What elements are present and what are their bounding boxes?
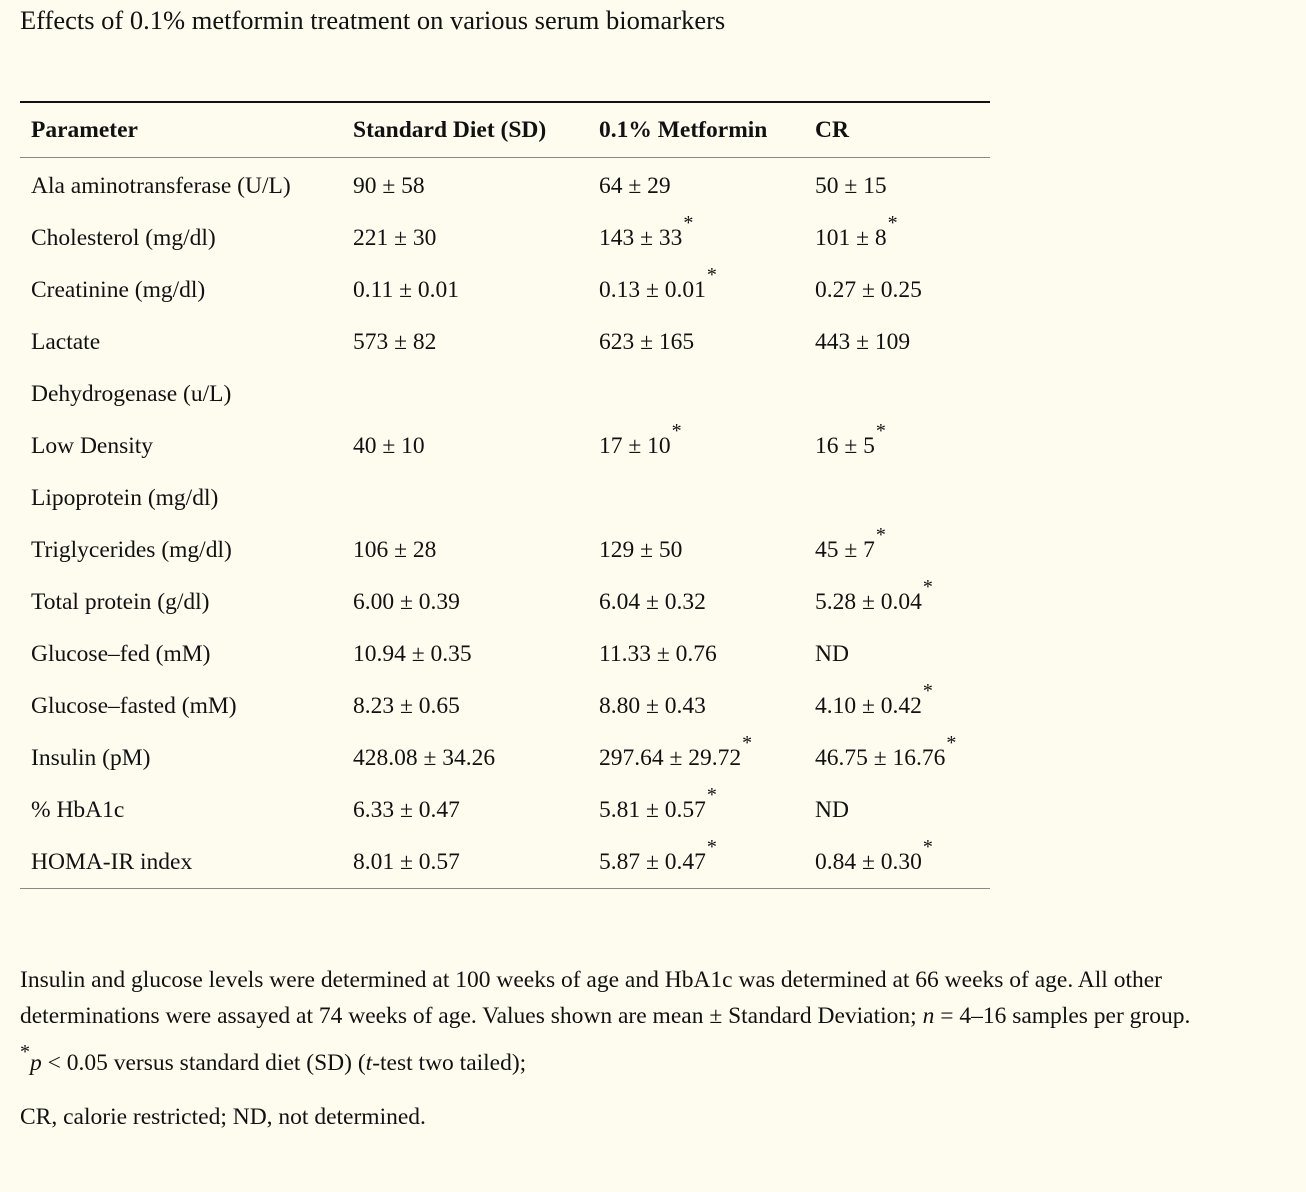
header-standard-diet: Standard Diet (SD) bbox=[353, 116, 547, 143]
significance-marker: * bbox=[742, 731, 753, 754]
cell-parameter bbox=[20, 368, 342, 420]
table-row bbox=[20, 576, 990, 628]
cell-metformin-value: 143 ± 33 bbox=[599, 224, 683, 251]
cell-metformin bbox=[588, 264, 804, 316]
cell-metformin-value: 5.81 ± 0.57 bbox=[599, 796, 706, 823]
cell-standard-diet-value: 8.23 ± 0.65 bbox=[353, 692, 460, 719]
cell-metformin-value: 64 ± 29 bbox=[599, 172, 671, 199]
footnote-ages: Insulin and glucose levels were determined at 100 weeks of age and HbA1c was determined at 66 weeks of age. All other determinations were assayed at 74 weeks of age. Values shown are mean ± Standard Deviation; n = 4–16 samples per group. bbox=[20, 967, 1191, 1029]
cell-parameter-value: Total protein (g/dl) bbox=[31, 588, 210, 615]
significance-marker: * bbox=[706, 783, 717, 806]
table-row bbox=[20, 784, 990, 836]
cell-standard-diet-value: 106 ± 28 bbox=[353, 536, 437, 563]
cell-cr-value: 5.28 ± 0.04 bbox=[815, 588, 922, 615]
cell-metformin bbox=[588, 420, 804, 472]
cell-standard-diet bbox=[342, 784, 588, 836]
cell-cr bbox=[804, 264, 990, 316]
cell-metformin bbox=[588, 628, 804, 680]
cell-standard-diet-value: 428.08 ± 34.26 bbox=[353, 744, 496, 771]
cell-standard-diet bbox=[342, 732, 588, 784]
cell-parameter-value: Triglycerides (mg/dl) bbox=[31, 536, 232, 563]
cell-metformin-value: 297.64 ± 29.72 bbox=[599, 744, 742, 771]
significance-marker: * bbox=[922, 679, 933, 702]
cell-cr-value: 46.75 ± 16.76 bbox=[815, 744, 946, 771]
cell-parameter bbox=[20, 576, 342, 628]
table-row bbox=[20, 420, 990, 472]
cell-parameter-value: % HbA1c bbox=[31, 796, 125, 823]
significance-marker: * bbox=[706, 835, 717, 858]
cell-cr bbox=[804, 158, 990, 213]
cell-cr-value: 4.10 ± 0.42 bbox=[815, 692, 922, 719]
table-row bbox=[20, 680, 990, 732]
cell-metformin-value: 129 ± 50 bbox=[599, 536, 683, 563]
biomarker-table-container bbox=[20, 101, 990, 889]
cell-parameter-value: Glucose–fed (mM) bbox=[31, 640, 211, 667]
significance-marker: * bbox=[946, 731, 957, 754]
significance-marker: * bbox=[683, 211, 694, 234]
cell-cr bbox=[804, 836, 990, 889]
cell-parameter bbox=[20, 212, 342, 264]
cell-standard-diet-value: 221 ± 30 bbox=[353, 224, 437, 251]
cell-cr bbox=[804, 524, 990, 576]
cell-metformin-value: 17 ± 10 bbox=[599, 432, 671, 459]
cell-standard-diet bbox=[342, 264, 588, 316]
cell-cr-value: ND bbox=[815, 796, 849, 823]
cell-metformin bbox=[588, 212, 804, 264]
cell-cr-value: ND bbox=[815, 640, 849, 667]
cell-cr-value: 16 ± 5 bbox=[815, 432, 875, 459]
cell-cr-value: 443 ± 109 bbox=[815, 328, 911, 355]
cell-standard-diet bbox=[342, 628, 588, 680]
cell-cr bbox=[804, 732, 990, 784]
significance-marker: * bbox=[875, 523, 886, 546]
cell-metformin bbox=[588, 836, 804, 889]
cell-standard-diet bbox=[342, 524, 588, 576]
cell-parameter bbox=[20, 316, 342, 368]
cell-parameter-value: Cholesterol (mg/dl) bbox=[31, 224, 216, 251]
significance-marker: * bbox=[887, 211, 898, 234]
cell-standard-diet-value: 6.33 ± 0.47 bbox=[353, 796, 460, 823]
table-row bbox=[20, 316, 990, 368]
header-metformin: 0.1% Metformin bbox=[599, 116, 768, 143]
cell-cr-value: 50 ± 15 bbox=[815, 172, 887, 199]
cell-parameter bbox=[20, 420, 342, 472]
significance-marker: * bbox=[706, 263, 717, 286]
cell-parameter-value: Insulin (pM) bbox=[31, 744, 151, 771]
cell-metformin bbox=[588, 732, 804, 784]
cell-parameter bbox=[20, 158, 342, 213]
cell-parameter bbox=[20, 680, 342, 732]
cell-standard-diet-value: 8.01 ± 0.57 bbox=[353, 848, 460, 875]
table-row bbox=[20, 212, 990, 264]
table-row bbox=[20, 732, 990, 784]
table-header-row bbox=[20, 102, 990, 158]
cell-cr bbox=[804, 212, 990, 264]
header-cr: CR bbox=[815, 116, 849, 143]
cell-standard-diet-value: 40 ± 10 bbox=[353, 432, 425, 459]
cell-metformin bbox=[588, 368, 804, 420]
cell-cr-value: 0.84 ± 0.30 bbox=[815, 848, 922, 875]
cell-cr bbox=[804, 472, 990, 524]
cell-metformin bbox=[588, 472, 804, 524]
cell-cr bbox=[804, 784, 990, 836]
cell-parameter bbox=[20, 784, 342, 836]
footnote-abbreviations: CR, calorie restricted; ND, not determined. bbox=[20, 1104, 426, 1130]
table-row bbox=[20, 836, 990, 889]
significance-marker: * bbox=[922, 835, 933, 858]
cell-standard-diet bbox=[342, 472, 588, 524]
cell-standard-diet-value: 10.94 ± 0.35 bbox=[353, 640, 472, 667]
cell-parameter-value: HOMA-IR index bbox=[31, 848, 193, 875]
significance-marker: * bbox=[875, 419, 886, 442]
significance-star: * bbox=[20, 1041, 30, 1063]
cell-parameter-value: Lipoprotein (mg/dl) bbox=[31, 484, 219, 511]
biomarker-table bbox=[20, 101, 990, 889]
cell-standard-diet-value: 0.11 ± 0.01 bbox=[353, 276, 460, 303]
cell-metformin bbox=[588, 576, 804, 628]
cell-metformin-value: 6.04 ± 0.32 bbox=[599, 588, 706, 615]
cell-metformin-value: 11.33 ± 0.76 bbox=[599, 640, 717, 667]
cell-parameter bbox=[20, 732, 342, 784]
cell-standard-diet bbox=[342, 420, 588, 472]
table-body bbox=[20, 158, 990, 889]
header-parameter: Parameter bbox=[31, 116, 138, 143]
cell-parameter bbox=[20, 472, 342, 524]
table-row bbox=[20, 264, 990, 316]
table-title: Effects of 0.1% metformin treatment on various serum biomarkers bbox=[20, 5, 726, 35]
table-row bbox=[20, 524, 990, 576]
cell-standard-diet bbox=[342, 212, 588, 264]
cell-cr bbox=[804, 576, 990, 628]
cell-metformin-value: 623 ± 165 bbox=[599, 328, 695, 355]
cell-cr bbox=[804, 316, 990, 368]
significance-marker: * bbox=[671, 419, 682, 442]
table-row bbox=[20, 472, 990, 524]
cell-cr bbox=[804, 368, 990, 420]
table-row bbox=[20, 368, 990, 420]
cell-standard-diet bbox=[342, 836, 588, 889]
cell-metformin-value: 0.13 ± 0.01 bbox=[599, 276, 706, 303]
cell-metformin bbox=[588, 316, 804, 368]
table-row bbox=[20, 158, 990, 213]
cell-parameter-value: Low Density bbox=[31, 432, 154, 459]
cell-standard-diet bbox=[342, 368, 588, 420]
cell-cr bbox=[804, 628, 990, 680]
cell-standard-diet bbox=[342, 576, 588, 628]
cell-standard-diet-value: 6.00 ± 0.39 bbox=[353, 588, 460, 615]
cell-standard-diet-value: 573 ± 82 bbox=[353, 328, 437, 355]
cell-metformin-value: 8.80 ± 0.43 bbox=[599, 692, 706, 719]
cell-standard-diet-value: 90 ± 58 bbox=[353, 172, 425, 199]
cell-metformin bbox=[588, 680, 804, 732]
cell-metformin bbox=[588, 524, 804, 576]
table-row bbox=[20, 628, 990, 680]
cell-cr bbox=[804, 680, 990, 732]
cell-metformin bbox=[588, 158, 804, 213]
cell-metformin bbox=[588, 784, 804, 836]
cell-parameter bbox=[20, 524, 342, 576]
cell-parameter-value: Glucose–fasted (mM) bbox=[31, 692, 237, 719]
cell-parameter-value: Dehydrogenase (u/L) bbox=[31, 380, 232, 407]
cell-parameter bbox=[20, 264, 342, 316]
cell-parameter bbox=[20, 628, 342, 680]
cell-parameter-value: Ala aminotransferase (U/L) bbox=[31, 172, 291, 199]
cell-cr-value: 0.27 ± 0.25 bbox=[815, 276, 922, 303]
cell-parameter bbox=[20, 836, 342, 889]
cell-standard-diet bbox=[342, 316, 588, 368]
table-footnotes bbox=[20, 962, 1290, 1135]
cell-metformin-value: 5.87 ± 0.47 bbox=[599, 848, 706, 875]
cell-cr-value: 101 ± 8 bbox=[815, 224, 887, 251]
footnote-significance: *p < 0.05 versus standard diet (SD) (t-test two tailed); bbox=[20, 1041, 527, 1076]
cell-standard-diet bbox=[342, 680, 588, 732]
significance-marker: * bbox=[922, 575, 933, 598]
cell-parameter-value: Lactate bbox=[31, 328, 101, 355]
cell-parameter-value: Creatinine (mg/dl) bbox=[31, 276, 206, 303]
cell-cr bbox=[804, 420, 990, 472]
cell-standard-diet bbox=[342, 158, 588, 213]
cell-cr-value: 45 ± 7 bbox=[815, 536, 875, 563]
